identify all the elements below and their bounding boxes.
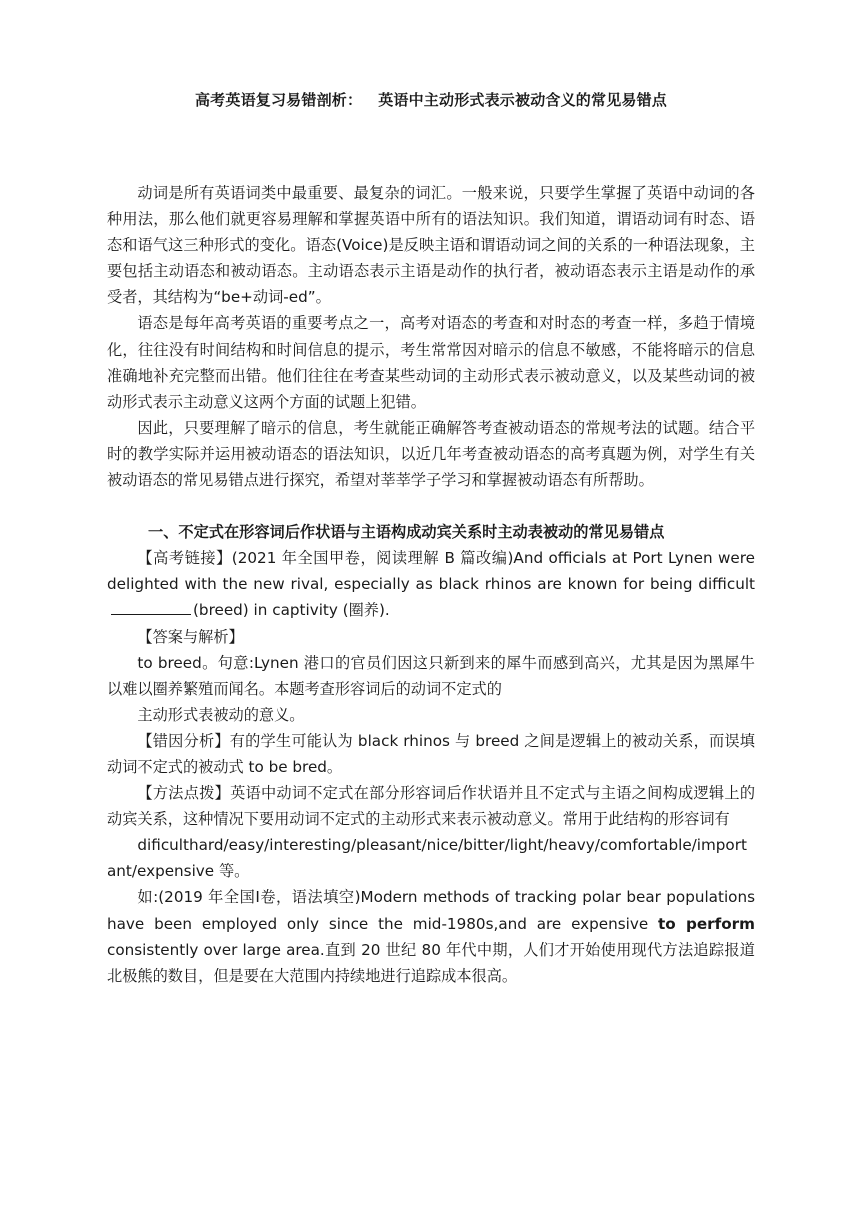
- adjective-list-paragraph: dificulthard/easy/interesting/pleasant/nice/bitter/light/heavy/comfortable/important/expensive 等。: [107, 836, 747, 881]
- example-bold-answer: to perform: [658, 914, 755, 933]
- example-paragraph: [107, 884, 755, 988]
- answer-paragraph: to breed。句意:Lynen 港口的官员们因这只新到来的犀牛而感到高兴，尤其是因为黑犀牛以难以圈养繁殖而闻名。本题考查形容词后的动词不定式的: [107, 653, 755, 698]
- method-tip-paragraph: 【方法点拨】英语中动词不定式在部分形容词后作状语并且不定式与主语之间构成逻辑上的动宾关系，这种情况下要用动词不定式的主动形式来表示被动意义。常用于此结构的形容词有: [107, 784, 755, 829]
- title-part-1: 高考英语复习易错剖析：: [194, 91, 363, 109]
- intro-paragraph-1: 动词是所有英语词类中最重要、最复杂的词汇。一般来说，只要学生掌握了英语中动词的各种用法，那么他们就更容易理解和掌握英语中所有的语法知识。我们知道，谓语动词有时态、语态和语气这三种形式的变化。语态(Voice)是反映主语和谓语动词之间的关系的一种语法现象，主要包括主动语态和被动语态。主动语态表示主语是动作的执行者，被动语态表示主语是动作的承受者，其结构为“be+动词-ed”。: [107, 184, 755, 307]
- exam-link-paragraph: [107, 545, 755, 623]
- intro-paragraph-2: 语态是每年高考英语的重要考点之一，高考对语态的考查和对时态的考查一样，多趋于情境化，往往没有时间结构和时间信息的提示，考生常常因对暗示的信息不敏感，不能将暗示的信息准确地补充完整而出错。他们往往在考查某些动词的主动形式表示被动意义，以及某些动词的被动形式表示主动意义这两个方面的试题上犯错。: [107, 314, 755, 411]
- exam-link-text-end: (breed) in captivity (圈养).: [193, 601, 390, 620]
- example-text: 如:(2019 年全国Ⅰ卷，语法填空)Modern methods of tracking polar bear populations have been employed only since the mid-1980s,and are expensive: [107, 888, 755, 933]
- section-1-heading: 一、不定式在形容词后作状语与主语构成动宾关系时主动表被动的常见易错点: [148, 523, 665, 542]
- intro-paragraph-3: 因此，只要理解了暗示的信息，考生就能正确解答考查被动语态的常规考法的试题。结合平时的教学实际并运用被动语态的语法知识，以近几年考查被动语态的高考真题为例，对学生有关被动语态的常见易错点进行探究，希望对莘莘学子学习和掌握被动语态有所帮助。: [107, 418, 755, 490]
- exam-link-text: 【高考链接】(2021 年全国甲卷，阅读理解 B 篇改编)And officials at Port Lynen were delighted with the new rival, especially as black rhinos are known for being difficult: [107, 549, 755, 594]
- fill-in-blank: [111, 600, 191, 615]
- example-text-end: consistently over large area.直到 20 世纪 80 年代中期，人们才开始使用现代方法追踪报道北极熊的数目，但是要在大范围内持续地进行追踪成本很高。: [107, 940, 755, 985]
- document-body: [107, 180, 755, 989]
- error-analysis-paragraph: 【错因分析】有的学生可能认为 black rhinos 与 breed 之间是逻辑上的被动关系，而误填动词不定式的被动式 to be bred。: [107, 731, 755, 776]
- answer-label: 【答案与解析】: [137, 627, 244, 646]
- section-spacer: [107, 493, 755, 519]
- answer-paragraph-continued: 主动形式表被动的意义。: [137, 705, 305, 724]
- page-title: [107, 89, 755, 111]
- title-part-2: 英语中主动形式表示被动含义的常见易错点: [378, 91, 667, 109]
